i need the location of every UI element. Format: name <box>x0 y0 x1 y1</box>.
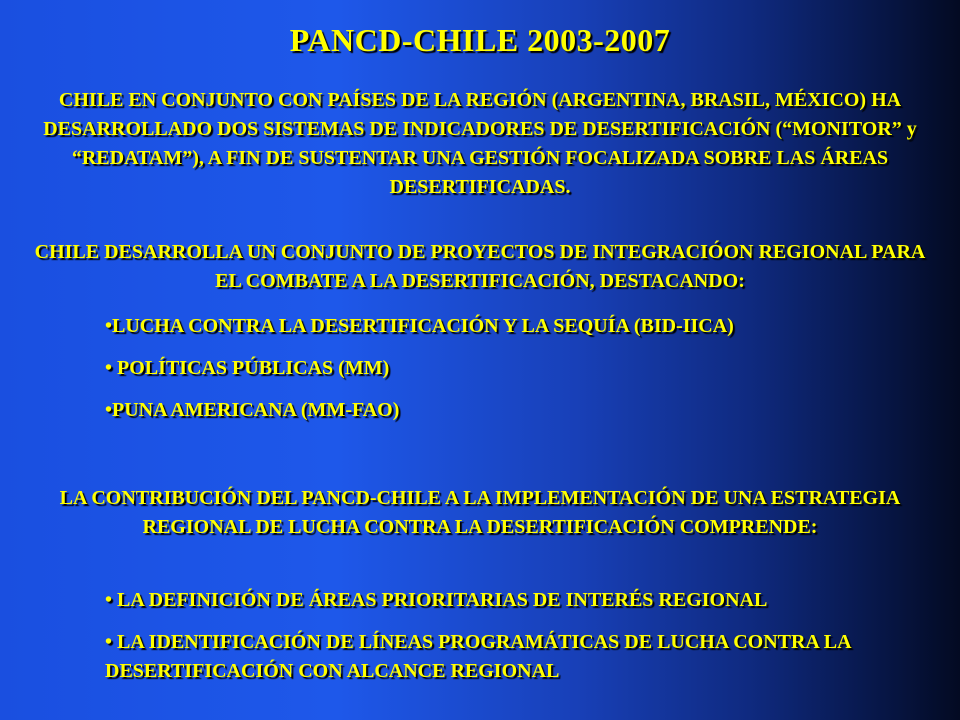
paragraph-regional-strategy: LA CONTRIBUCIÓN DEL PANCD-CHILE A LA IMPLEMENTACIÓN DE UNA ESTRATEGIA REGIONAL DE LUCHA CONTRA LA DESERTIFICACIÓN COMPRENDE: <box>59 487 901 538</box>
bullet-areas-prioritarias: • LA DEFINICIÓN DE ÁREAS PRIORITARIAS DE INTERÉS REGIONAL <box>105 589 768 611</box>
bullet-politicas-publicas: • POLÍTICAS PÚBLICAS (MM) <box>105 357 390 379</box>
bullet-lucha-contra-desertificacion: •LUCHA CONTRA LA DESERTIFICACIÓN Y LA SEQUÍA (BID-IICA) <box>105 315 734 337</box>
slide-title: PANCD-CHILE 2003-2007 <box>289 22 671 58</box>
paragraph-indicator-systems: CHILE EN CONJUNTO CON PAÍSES DE LA REGIÓN (ARGENTINA, BRASIL, MÉXICO) HA DESARROLLADO DOS SISTEMAS DE INDICADORES DE DESERTIFICACIÓN (“MONITOR” y “REDATAM”), A FIN DE SUSTENTAR UNA GESTIÓN FOCALIZADA SOBRE LAS ÁREAS DESERTIFICADAS. <box>43 89 917 198</box>
bullet-puna-americana: •PUNA AMERICANA (MM-FAO) <box>105 399 400 421</box>
paragraph-integration-projects: CHILE DESARROLLA UN CONJUNTO DE PROYECTOS DE INTEGRACIÓON REGIONAL PARA EL COMBATE A LA DESERTIFICACIÓN, DESTACANDO: <box>34 241 926 292</box>
bullet-lineas-programaticas: • LA IDENTIFICACIÓN DE LÍNEAS PROGRAMÁTICAS DE LUCHA CONTRA LA DESERTIFICACIÓN CON ALCANCE REGIONAL <box>105 631 851 682</box>
